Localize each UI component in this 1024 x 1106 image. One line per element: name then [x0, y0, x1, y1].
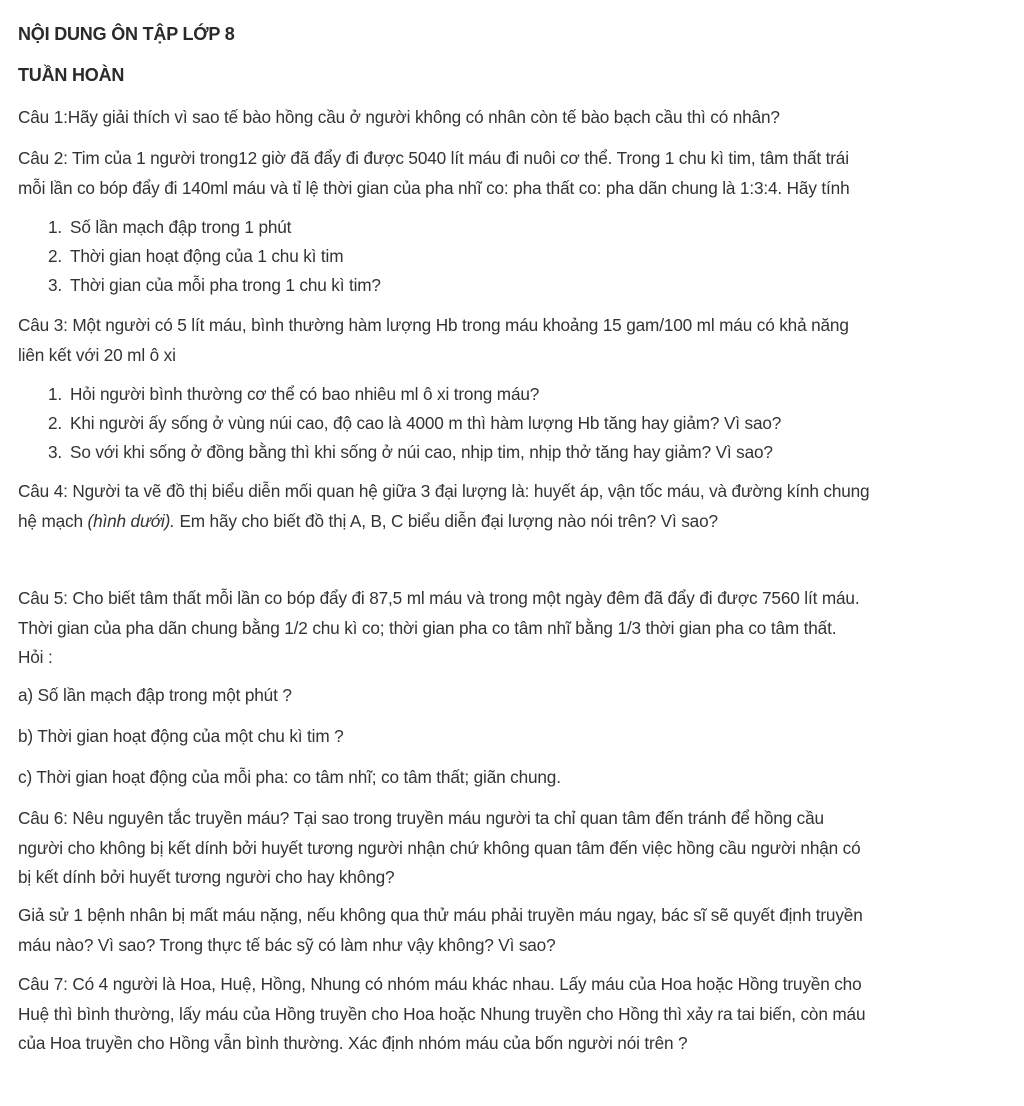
list-number: 3. — [48, 442, 63, 462]
list-item — [48, 213, 381, 242]
question-3-line-2: liên kết với 20 ml ô xi — [18, 344, 176, 365]
question-4-text-b: Em hãy cho biết đồ thị A, B, C biểu diễn đại lượng nào nói trên? Vì sao? — [174, 510, 718, 531]
question-6-followup-line-1: Giả sử 1 bệnh nhân bị mất máu nặng, nếu không qua thử máu phải truyền máu ngay, bác sĩ sẽ quyết định truyền — [18, 905, 863, 925]
list-number: 1. — [48, 384, 63, 404]
question-5-c-text: c) Thời gian hoạt động của mỗi pha: co tâm nhĩ; co tâm thất; giãn chung. — [18, 767, 561, 787]
list-item — [48, 438, 781, 467]
question-2 — [18, 144, 1006, 203]
list-item-text: Khi người ấy sống ở vùng núi cao, độ cao là 4000 m thì hàm lượng Hb tăng hay giảm? Vì sao? — [70, 413, 782, 433]
list-item — [48, 242, 381, 271]
list-number: 3. — [48, 275, 63, 295]
document-title: NỘI DUNG ÔN TẬP LỚP 8 — [18, 24, 235, 44]
question-5-part-c — [18, 763, 1006, 793]
question-6-line-2: người cho không bị kết dính bởi huyết tương người nhận chứ không quan tâm đến việc hồng cầu người nhận có — [18, 837, 861, 858]
list-item — [48, 380, 781, 409]
question-5-line-2: Thời gian của pha dãn chung bằng 1/2 chu kì co; thời gian pha co tâm nhĩ bằng 1/3 thời gian pha co tâm thất. — [18, 617, 837, 638]
question-2-line-2: mỗi lần co bóp đẩy đi 140ml máu và tỉ lệ thời gian của pha nhĩ co: pha thất co: pha dãn chung là 1:3:4. Hãy tính — [18, 177, 850, 198]
list-item — [48, 271, 381, 300]
figure-reference: (hình dưới). — [87, 510, 175, 531]
question-3-list — [48, 380, 781, 467]
list-item-text: Thời gian của mỗi pha trong 1 chu kì tim? — [70, 275, 381, 295]
section-heading: TUẦN HOÀN — [18, 65, 125, 85]
question-5-line-3: Hỏi : — [18, 647, 53, 667]
list-item-text: Hỏi người bình thường cơ thể có bao nhiêu ml ô xi trong máu? — [70, 384, 540, 404]
list-number: 1. — [48, 217, 63, 237]
question-5-a-text: a) Số lần mạch đập trong một phút ? — [18, 685, 292, 705]
question-5-part-b — [18, 722, 1006, 752]
question-5-line-1: Câu 5: Cho biết tâm thất mỗi lần co bóp đẩy đi 87,5 ml máu và trong một ngày đêm đã đẩy đi được 7560 lít máu. — [18, 588, 860, 608]
question-4-text-a: hệ mạch — [18, 510, 88, 531]
question-2-line-1: Câu 2: Tim của 1 người trong12 giờ đã đẩy đi được 5040 lít máu đi nuôi cơ thể. Trong 1 chu kì tim, tâm thất trái — [18, 148, 849, 168]
question-6-line-3: bị kết dính bởi huyết tương người cho hay không? — [18, 867, 395, 887]
list-item-text: So với khi sống ở đồng bằng thì khi sống ở núi cao, nhịp tim, nhịp thở tăng hay giảm? Vì sao? — [70, 442, 773, 462]
list-item-text: Thời gian hoạt động của 1 chu kì tim — [70, 246, 344, 266]
question-5-b-text: b) Thời gian hoạt động của một chu kì tim ? — [18, 726, 344, 746]
list-item — [48, 409, 781, 438]
question-2-list — [48, 213, 381, 300]
question-4-line-1: Câu 4: Người ta vẽ đồ thị biểu diễn mối quan hệ giữa 3 đại lượng là: huyết áp, vận tốc máu, và đường kính chung — [18, 481, 870, 501]
question-3-line-1: Câu 3: Một người có 5 lít máu, bình thường hàm lượng Hb trong máu khoảng 15 gam/100 ml máu có khả năng — [18, 315, 849, 335]
question-6-line-1: Câu 6: Nêu nguyên tắc truyền máu? Tại sao trong truyền máu người ta chỉ quan tâm đến tránh để hồng cầu — [18, 808, 824, 828]
list-number: 2. — [48, 413, 63, 433]
question-6 — [18, 804, 1006, 893]
list-number: 2. — [48, 246, 63, 266]
question-1-text: Câu 1:Hãy giải thích vì sao tế bào hồng cầu ở người không có nhân còn tế bào bạch cầu thì có nhân? — [18, 107, 780, 127]
list-item-text: Số lần mạch đập trong 1 phút — [70, 217, 292, 237]
question-7-line-3: của Hoa truyền cho Hồng vẫn bình thường. Xác định nhóm máu của bốn người nói trên ? — [18, 1033, 688, 1053]
question-7-line-1: Câu 7: Có 4 người là Hoa, Huệ, Hồng, Nhung có nhóm máu khác nhau. Lấy máu của Hoa hoặc Hồng truyền cho — [18, 974, 862, 994]
question-5-part-a — [18, 681, 1006, 711]
question-6-followup-line-2: máu nào? Vì sao? Trong thực tế bác sỹ có làm như vậy không? Vì sao? — [18, 934, 556, 955]
question-1 — [18, 103, 1006, 133]
question-6-followup — [18, 901, 1006, 960]
question-5 — [18, 584, 1006, 673]
question-3 — [18, 311, 1006, 370]
question-4 — [18, 477, 1006, 536]
question-4-line-2 — [18, 507, 1006, 537]
question-7-line-2: Huệ thì bình thường, lấy máu của Hồng truyền cho Hoa hoặc Nhung truyền cho Hồng thì xảy ra tai biến, còn máu — [18, 1003, 866, 1024]
question-7 — [18, 970, 1006, 1059]
